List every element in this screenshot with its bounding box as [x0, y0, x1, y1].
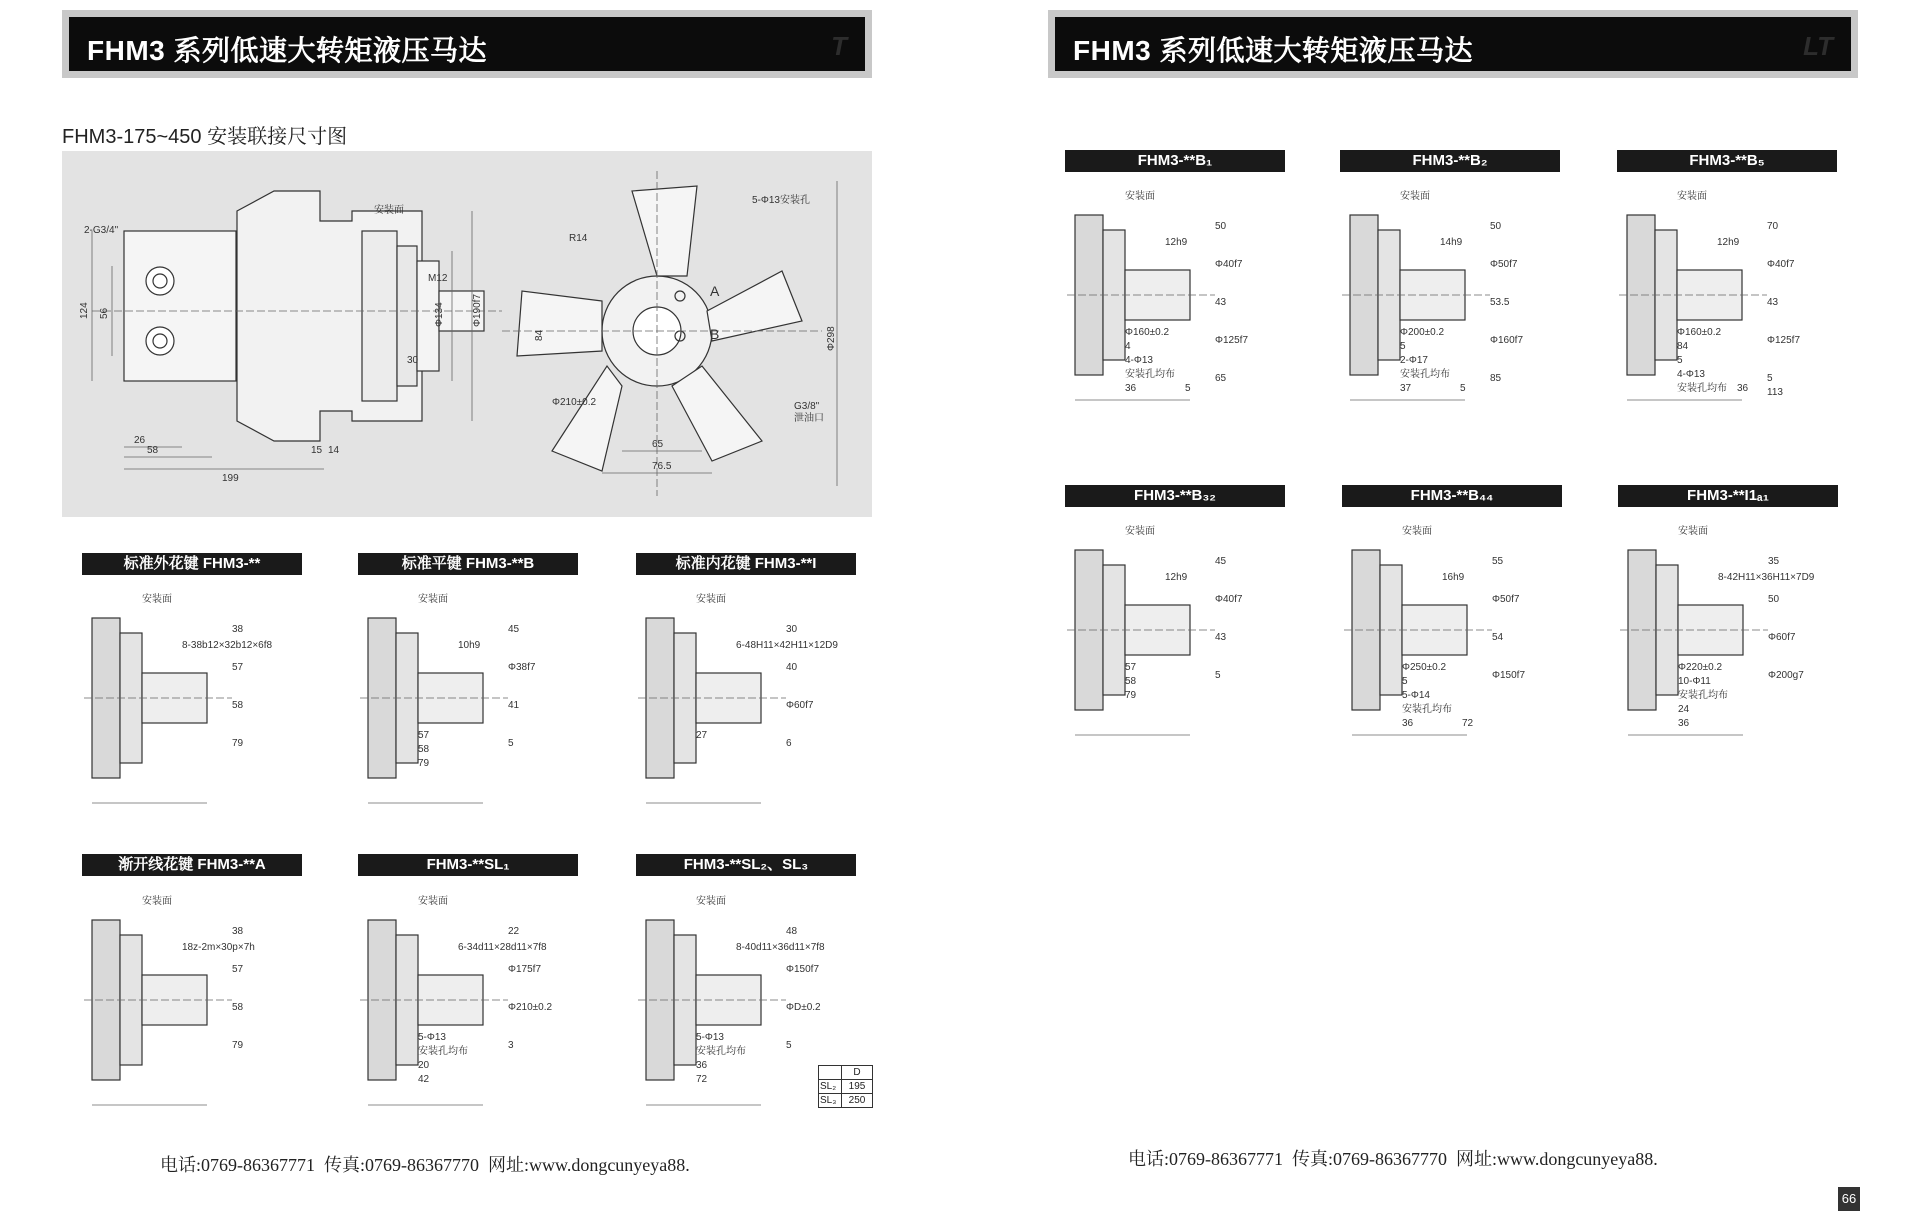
drawing-involute-spline [82, 890, 312, 1120]
dimension-label: 安装面 [418, 594, 448, 605]
dimension-label: 10-Φ11 [1678, 676, 1711, 687]
dimension-label: 安装面 [142, 896, 172, 907]
dimension-label: 50 [1768, 594, 1780, 605]
dimension-label: 安装孔均布 [1400, 369, 1450, 380]
svg-text:58: 58 [147, 445, 159, 456]
dimension-label: Φ125f7 [1215, 335, 1249, 346]
dimension-label: Φ40f7 [1215, 259, 1243, 270]
panel-svg [636, 588, 866, 813]
dimension-label: 43 [1767, 297, 1779, 308]
dimension-label: 5 [508, 738, 514, 749]
dimension-label: Φ210±0.2 [508, 1002, 553, 1013]
table-row [819, 1080, 873, 1094]
dimension-label: Φ150f7 [1492, 670, 1526, 681]
dimension-label: 79 [232, 1040, 244, 1051]
panel-svg [358, 588, 588, 813]
dimension-label: 4-Φ13 [1125, 355, 1153, 366]
dimension-label: 10h9 [458, 640, 481, 651]
dimension-label: 43 [1215, 632, 1227, 643]
panel-svg [1617, 185, 1847, 410]
dimension-label: 安装孔均布 [696, 1046, 746, 1057]
footer-contact: 电话:0769-86367771 传真:0769-86367770 网址:www.dongcunyeya88. [1128, 1149, 1658, 1169]
drawing-i1a1 [1618, 520, 1848, 750]
dimension-label: 85 [1490, 373, 1502, 384]
svg-text:泄油口: 泄油口 [794, 413, 824, 424]
dimension-label: 40 [786, 662, 798, 673]
svg-text:14: 14 [328, 445, 340, 456]
dimension-label: 27 [696, 730, 708, 741]
dimension-label: 12h9 [1165, 572, 1188, 583]
dimension-label: 55 [1492, 556, 1504, 567]
table-cell: 195 [842, 1080, 873, 1094]
dimension-label: 安装孔均布 [418, 1046, 468, 1057]
dimension-label: 57 [418, 730, 430, 741]
dimension-label: 57 [232, 662, 244, 673]
svg-text:65: 65 [652, 439, 664, 450]
left-header-bar [69, 17, 865, 71]
dimension-label: 79 [232, 738, 244, 749]
dimension-label: 5 [1402, 676, 1408, 687]
dimension-label: 42 [418, 1074, 430, 1085]
dimension-label: 安装面 [696, 896, 726, 907]
main-drawing-svg [62, 151, 872, 517]
dimension-label: 22 [508, 926, 520, 937]
svg-text:Φ190f7: Φ190f7 [472, 293, 483, 327]
drawing-subtitle: FHM3-175~450 安装联接尺寸图 [62, 126, 348, 148]
panel-label: FHM3-**B₅ [1617, 150, 1837, 172]
left-header-title: FHM3 系列低速大转矩液压马达 [87, 35, 488, 66]
dimension-label: 4-Φ13 [1677, 369, 1705, 380]
panel-svg [1342, 520, 1572, 745]
dimension-label: Φ38f7 [508, 662, 536, 673]
dimension-label: Φ200±0.2 [1400, 327, 1445, 338]
dimension-label: 43 [1215, 297, 1227, 308]
table-cell: SL₂ [819, 1080, 842, 1094]
panel-label: FHM3-**B₂ [1340, 150, 1560, 172]
dimension-label: 5 [1400, 341, 1406, 352]
svg-text:56: 56 [99, 307, 110, 319]
dimension-label: ΦD±0.2 [786, 1002, 821, 1013]
svg-text:124: 124 [79, 302, 90, 319]
dimension-label: 53.5 [1490, 297, 1510, 308]
dimension-label: 安装孔均布 [1677, 383, 1727, 394]
panel-label: 标准平键 FHM3-**B [358, 553, 578, 575]
dimension-label: 安装孔均布 [1125, 369, 1175, 380]
dimension-label: 4 [1125, 341, 1131, 352]
dimension-label: 6-34d11×28d11×7f8 [458, 942, 547, 953]
svg-text:Φ134: Φ134 [434, 302, 445, 327]
dimension-label: 58 [418, 744, 430, 755]
panel-label: FHM3-**SL₂、SL₃ [636, 854, 856, 876]
dimension-label: 24 [1678, 704, 1690, 715]
panel-label: FHM3-**B₃₂ [1065, 485, 1285, 507]
dimension-label: 5 [1677, 355, 1683, 366]
dimension-label: 38 [232, 624, 244, 635]
svg-text:15: 15 [311, 445, 323, 456]
dimension-label: Φ160f7 [1490, 335, 1524, 346]
table-row [819, 1094, 873, 1108]
dimension-label: Φ160±0.2 [1677, 327, 1722, 338]
dimension-label: 50 [1490, 221, 1502, 232]
dimension-label: 35 [1768, 556, 1780, 567]
panel-svg [1618, 520, 1848, 745]
panel-label: 渐开线花键 FHM3-**A [82, 854, 302, 876]
dimension-label: 36 [1125, 383, 1137, 394]
table-cell: 250 [842, 1094, 873, 1108]
dimension-label: 16h9 [1442, 572, 1465, 583]
dimension-label: 5-Φ14 [1402, 690, 1430, 701]
dimension-label: Φ50f7 [1490, 259, 1518, 270]
panel-svg [82, 588, 312, 813]
dimension-label: 安装面 [1125, 191, 1155, 202]
right-header-title: FHM3 系列低速大转矩液压马达 [1073, 35, 1474, 66]
dimension-label: 6-48H11×42H11×12D9 [736, 640, 838, 651]
dimension-label: Φ250±0.2 [1402, 662, 1447, 673]
dimension-label: 安装面 [1125, 526, 1155, 537]
dimension-label: 12h9 [1165, 237, 1188, 248]
right-header [1048, 10, 1858, 78]
svg-text:A: A [710, 283, 720, 299]
dimension-label: 72 [696, 1074, 708, 1085]
dimension-label: 18z-2m×30p×7h [182, 942, 255, 953]
table-header: D [842, 1066, 873, 1080]
panel-svg [358, 890, 588, 1115]
dimension-label: 安装面 [1400, 191, 1430, 202]
drawing-standard-internal-spline [636, 588, 866, 818]
panel-label: FHM3-**B₁ [1065, 150, 1285, 172]
dimension-label: 36 [696, 1060, 708, 1071]
dimension-label: 79 [418, 758, 430, 769]
svg-text:30: 30 [407, 355, 419, 366]
dimension-label: 5-Φ13 [696, 1032, 724, 1043]
dimension-label: 6 [786, 738, 792, 749]
dimension-label: 8-40d11×36d11×7f8 [736, 942, 825, 953]
dimension-label: 安装面 [696, 594, 726, 605]
dimension-label: 5 [1460, 383, 1466, 394]
dimension-label: 3 [508, 1040, 514, 1051]
svg-text:B: B [710, 326, 720, 342]
dimension-label: 2-Φ17 [1400, 355, 1428, 366]
dimension-label: 安装孔均布 [1402, 704, 1452, 715]
dimension-label: 57 [232, 964, 244, 975]
drawing-b1 [1065, 185, 1295, 415]
drawing-b2 [1340, 185, 1570, 415]
sl-dimension-table [818, 1065, 873, 1108]
brand-logo: LT [1803, 31, 1833, 61]
panel-svg [1065, 520, 1295, 745]
svg-text:199: 199 [222, 473, 239, 484]
dimension-label: 5 [1215, 670, 1221, 681]
dimension-label: 54 [1492, 632, 1504, 643]
panel-svg [1065, 185, 1295, 410]
panel-label: 标准外花键 FHM3-** [82, 553, 302, 575]
dimension-label: Φ160±0.2 [1125, 327, 1170, 338]
dimension-label: 8-42H11×36H11×7D9 [1718, 572, 1815, 583]
svg-text:76.5: 76.5 [652, 461, 672, 472]
dimension-label: 45 [1215, 556, 1227, 567]
panel-svg [1340, 185, 1570, 410]
dimension-label: 安装面 [1678, 526, 1708, 537]
right-header-bar [1055, 17, 1851, 71]
dimension-label: 58 [232, 1002, 244, 1013]
dimension-label: 安装面 [1402, 526, 1432, 537]
footer-contact: 电话:0769-86367771 传真:0769-86367770 网址:www.dongcunyeya88. [160, 1155, 690, 1175]
dimension-label: 48 [786, 926, 798, 937]
dimension-label: 安装面 [142, 594, 172, 605]
dimension-label: 58 [1125, 676, 1137, 687]
drawing-sl1 [358, 890, 588, 1120]
dimension-label: 安装面 [1677, 191, 1707, 202]
svg-text:G3/8": G3/8" [794, 401, 820, 412]
dimension-label: 30 [786, 624, 798, 635]
dimension-label: Φ40f7 [1215, 594, 1243, 605]
dimension-label: 58 [232, 700, 244, 711]
dimension-label: 36 [1402, 718, 1414, 729]
dimension-label: 50 [1215, 221, 1227, 232]
dimension-label: 5 [1767, 373, 1773, 384]
panel-label: FHM3-**I1ₐ₁ [1618, 485, 1838, 507]
dimension-label: 14h9 [1440, 237, 1463, 248]
dimension-label: 12h9 [1717, 237, 1740, 248]
dimension-label: Φ125f7 [1767, 335, 1801, 346]
dimension-label: 72 [1462, 718, 1474, 729]
dimension-label: Φ220±0.2 [1678, 662, 1723, 673]
dimension-label: 45 [508, 624, 520, 635]
page-number: 66 [1838, 1187, 1860, 1211]
brand-logo: T [831, 31, 847, 61]
panel-svg [82, 890, 312, 1115]
svg-text:5-Φ13安装孔: 5-Φ13安装孔 [752, 195, 810, 206]
dimension-label: 79 [1125, 690, 1137, 701]
svg-text:Φ210±0.2: Φ210±0.2 [552, 397, 597, 408]
dimension-label: 8-38b12×32b12×6f8 [182, 640, 273, 651]
dimension-label: 65 [1215, 373, 1227, 384]
dimension-label: Φ200g7 [1768, 670, 1804, 681]
drawing-standard-external-spline [82, 588, 312, 818]
svg-text:2-G3/4": 2-G3/4" [84, 225, 119, 236]
dimension-label: 5 [786, 1040, 792, 1051]
left-header [62, 10, 872, 78]
svg-text:Φ298: Φ298 [826, 326, 837, 351]
panel-label: FHM3-**B₄₄ [1342, 485, 1562, 507]
panel-label: FHM3-**SL₁ [358, 854, 578, 876]
table-cell: SL₃ [819, 1094, 842, 1108]
dimension-label: 5 [1185, 383, 1191, 394]
drawing-standard-flat-key [358, 588, 588, 818]
dimension-label: Φ40f7 [1767, 259, 1795, 270]
drawing-b44 [1342, 520, 1572, 750]
dimension-label: 5-Φ13 [418, 1032, 446, 1043]
drawing-b32 [1065, 520, 1295, 750]
dimension-label: 41 [508, 700, 520, 711]
dimension-label: Φ60f7 [1768, 632, 1796, 643]
svg-text:安装面: 安装面 [374, 205, 404, 216]
svg-text:M12: M12 [428, 273, 448, 284]
dimension-label: 36 [1737, 383, 1749, 394]
svg-text:R14: R14 [569, 233, 588, 244]
dimension-label: 84 [1677, 341, 1689, 352]
dimension-label: 安装孔均布 [1678, 690, 1728, 701]
svg-text:84: 84 [534, 329, 545, 341]
dimension-label: Φ50f7 [1492, 594, 1520, 605]
dimension-label: 70 [1767, 221, 1779, 232]
dimension-label: Φ60f7 [786, 700, 814, 711]
main-drawing [62, 151, 872, 517]
dimension-label: 113 [1767, 387, 1783, 398]
panel-label: 标准内花键 FHM3-**I [636, 553, 856, 575]
dimension-label: 20 [418, 1060, 430, 1071]
dimension-label: 57 [1125, 662, 1137, 673]
dimension-label: Φ175f7 [508, 964, 542, 975]
dimension-label: 36 [1678, 718, 1690, 729]
dimension-label: 38 [232, 926, 244, 937]
dimension-label: 37 [1400, 383, 1412, 394]
dimension-label: Φ150f7 [786, 964, 820, 975]
svg-text:26: 26 [134, 435, 146, 446]
dimension-label: 安装面 [418, 896, 448, 907]
drawing-b5 [1617, 185, 1847, 415]
